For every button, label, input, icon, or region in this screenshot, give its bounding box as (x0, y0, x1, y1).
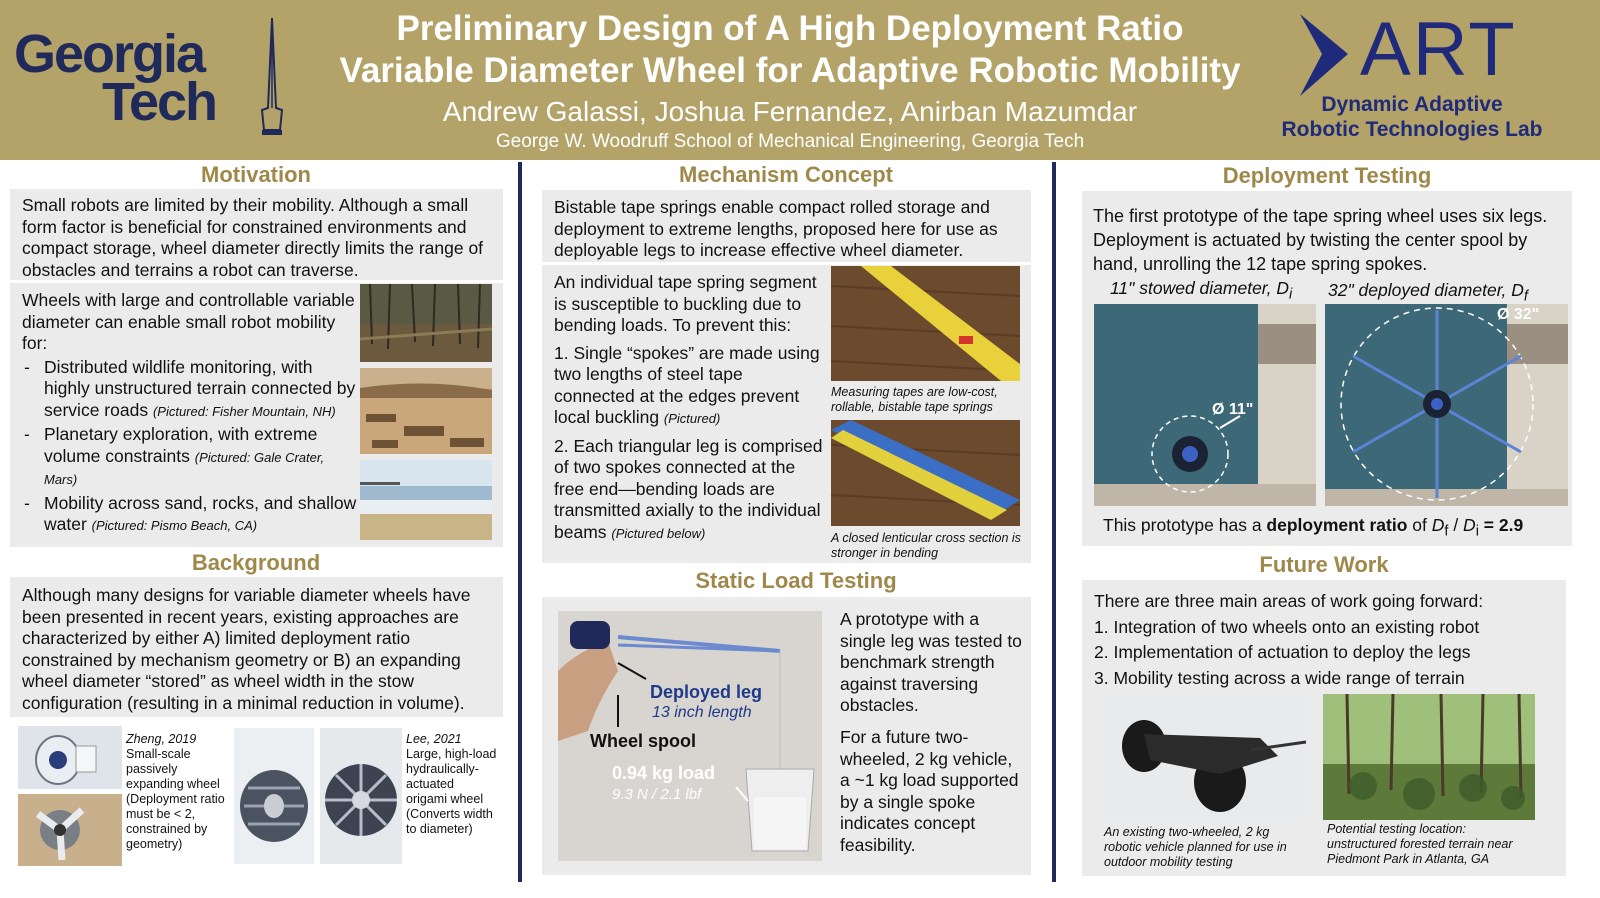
robot-vehicle-caption: An existing two-wheeled, 2 kg robotic vehicle planned for use in outdoor mobility testing (1104, 825, 1287, 869)
motivation-bullet (22, 424, 357, 491)
mechanism-item-2 (554, 436, 828, 545)
load-force-label: 9.3 N / 2.1 lbf (612, 786, 702, 803)
gt-logo-word-1: Georgia (14, 24, 205, 84)
bullet-text: Planetary exploration, with extreme volume constraints (44, 424, 318, 466)
lee-citation: Lee, 2021 (406, 732, 462, 746)
poster-header (0, 0, 1600, 160)
future-item: 2. Implementation of actuation to deploy the legs (1094, 642, 1471, 662)
ratio-di-sub: i (1475, 523, 1479, 540)
static-load-title: Static Load Testing (695, 568, 897, 593)
tape-measure-caption: Measuring tapes are low-cost, rollable, bistable tape springs (831, 385, 998, 414)
static-load-paragraph-1: A prototype with a single leg was tested to benchmark strength against traversing obstacles. (840, 609, 1022, 715)
lenticular-caption: A closed lenticular cross section is stronger in bending (831, 531, 1021, 560)
motivation-title: Motivation (201, 162, 311, 187)
ratio-di: D (1463, 515, 1476, 535)
stowed-dimension-label: Ø 11" (1212, 401, 1254, 418)
motivation-intro: Wheels with large and controllable variable diameter can enable small robot mobility for: (22, 290, 355, 353)
lab-name-line-2: Robotic Technologies Lab (1281, 118, 1543, 141)
robot-vehicle-photo (1100, 694, 1308, 820)
motivation-paragraph: Small robots are limited by their mobility. Although a small form factor is beneficial for constrained environments and compact storage, wheel diameter directly limits the range of obstacles and terrains a robot can traverse. (22, 195, 484, 280)
deployment-ratio-statement (1103, 515, 1563, 543)
lee-wheel-photo-2 (320, 728, 402, 864)
ratio-of: of (1407, 515, 1432, 535)
lenticular-spoke-photo (831, 420, 1020, 526)
zheng-description: Small-scale passively expanding wheel (Deployment ratio must be < 2, constrained by geometry) (126, 747, 225, 851)
deployed-text: 32" deployed diameter, (1328, 280, 1512, 300)
art-lab-logo: ART (1360, 7, 1517, 92)
deployed-dimension-label: Ø 32" (1497, 306, 1540, 323)
future-work-list (1094, 589, 1560, 691)
lee-wheel-photo-1 (234, 728, 314, 864)
lee-caption (406, 732, 498, 837)
poster-title (300, 8, 1280, 92)
leg-length-label: 13 inch length (652, 704, 752, 721)
bullet-text: Mobility across sand, rocks, and shallow water (44, 492, 357, 534)
load-mass-label: 0.94 kg load (612, 763, 716, 783)
mechanism-paragraph: Bistable tape springs enable compact rolled storage and deployment to extreme lengths, proposed here for use as deployable legs to increase effective wheel diameter. (554, 197, 998, 260)
mars-photo (360, 368, 492, 454)
motivation-list (22, 357, 357, 537)
zheng-wheel-photo-2 (18, 794, 122, 866)
poster-affiliation: George W. Woodruff School of Mechanical Engineering, Georgia Tech (495, 131, 1085, 152)
poster-authors: Andrew Galassi, Joshua Fernandez, Anirban Mazumdar (442, 96, 1138, 127)
future-item: 1. Integration of two wheels onto an existing robot (1094, 616, 1480, 637)
stowed-wheel-photo (1094, 304, 1316, 506)
deployment-title: Deployment Testing (1222, 163, 1432, 188)
forest-terrain-photo (1323, 694, 1535, 820)
mechanism-details (554, 272, 828, 544)
stowed-symbol: D (1276, 278, 1290, 298)
future-intro: There are three main areas of work going forward: (1094, 591, 1484, 611)
bullet-note: (Pictured: Gale Crater, Mars) (44, 449, 325, 487)
deployed-symbol: D (1511, 280, 1524, 300)
georgia-tech-logo (14, 24, 217, 132)
zheng-citation: Zheng, 2019 (126, 732, 197, 746)
future-item: 3. Mobility testing across a wide range of terrain (1094, 667, 1465, 688)
ratio-slash: / (1448, 515, 1464, 535)
ratio-df: D (1431, 515, 1445, 535)
background-paragraph: Although many designs for variable diameter wheels have been presented in recent years, existing approaches are characterized by either A) limited deployment ratio constrained by mechanism geometry or B) an expanding wheel diameter “stored” as wheel width in the stow configuration (resulting in a minimal reduction in volume). (22, 585, 471, 713)
bullet-note: (Pictured: Pismo Beach, CA) (91, 518, 258, 533)
bullet-note: (Pictured: Fisher Mountain, NH) (152, 403, 336, 419)
tech-tower-icon (258, 18, 286, 136)
bullet-text: Distributed wildlife monitoring, with highly unstructured terrain connected by service roads (44, 356, 356, 420)
lab-name (1262, 92, 1562, 142)
deployed-wheel-photo (1325, 304, 1568, 506)
lee-description: Large, high-load hydraulically-actuated origami wheel (Converts width to diameter) (406, 747, 497, 836)
motivation-applications (22, 290, 357, 537)
stowed-subscript: i (1289, 286, 1293, 303)
ratio-value: = 2.9 (1478, 515, 1524, 535)
ratio-term: deployment ratio (1266, 515, 1408, 535)
zheng-caption (126, 732, 234, 852)
future-work-title: Future Work (1259, 552, 1389, 577)
stowed-text: 11" stowed diameter, (1110, 278, 1277, 298)
forest-photo (360, 284, 492, 362)
background-title: Background (191, 550, 321, 575)
column-divider-2 (1052, 162, 1056, 882)
mechanism-title: Mechanism Concept (679, 162, 893, 187)
deployed-subscript: f (1523, 288, 1528, 305)
forest-terrain-caption: Potential testing location: unstructured forested terrain near Piedmont Park in Atlanta, GA (1327, 822, 1513, 866)
ratio-prefix: This prototype has a (1103, 515, 1267, 535)
ratio-df-sub: f (1444, 523, 1449, 540)
mechanism-buckling-intro: An individual tape spring segment is susceptible to buckling due to bending loads. To prevent this: (554, 272, 817, 335)
static-load-paragraph-2: For a future two-wheeled, 2 kg vehicle, a ~1 kg load supported by a single spoke indicates concept feasibility. (840, 727, 1019, 855)
wheel-spool-label: Wheel spool (590, 731, 697, 751)
beach-photo (360, 460, 492, 540)
stowed-diameter-label (1110, 278, 1330, 306)
column-divider-1 (518, 162, 522, 882)
gt-logo-word-2: Tech (102, 72, 217, 132)
item-text: 1. Single “spokes” are made using two lengths of steel tape connected at the edges prevent local buckling (554, 342, 820, 427)
item-note: (Pictured below) (611, 525, 706, 541)
title-line-2: Variable Diameter Wheel for Adaptive Robotic Mobility (339, 51, 1241, 90)
tape-measure-photo (831, 266, 1020, 381)
deployed-leg-label: Deployed leg (650, 682, 763, 702)
motivation-bullet (22, 493, 357, 537)
item-note: (Pictured) (663, 411, 721, 426)
lab-name-line-1: Dynamic Adaptive (1321, 93, 1503, 116)
zheng-wheel-photo-1 (18, 726, 122, 789)
item-text: 2. Each triangular leg is comprised of two spokes connected at the free end—bending loads are transmitted axially to the individual beams (554, 435, 823, 542)
mechanism-item-1 (554, 343, 828, 430)
deployment-paragraph: The first prototype of the tape spring wheel uses six legs. Deployment is actuated by twisting the center spool by hand, unrolling the 12 tape spring spokes. (1093, 206, 1548, 274)
title-line-1: Preliminary Design of A High Deployment Ratio (396, 9, 1184, 48)
motivation-bullet (22, 357, 357, 423)
